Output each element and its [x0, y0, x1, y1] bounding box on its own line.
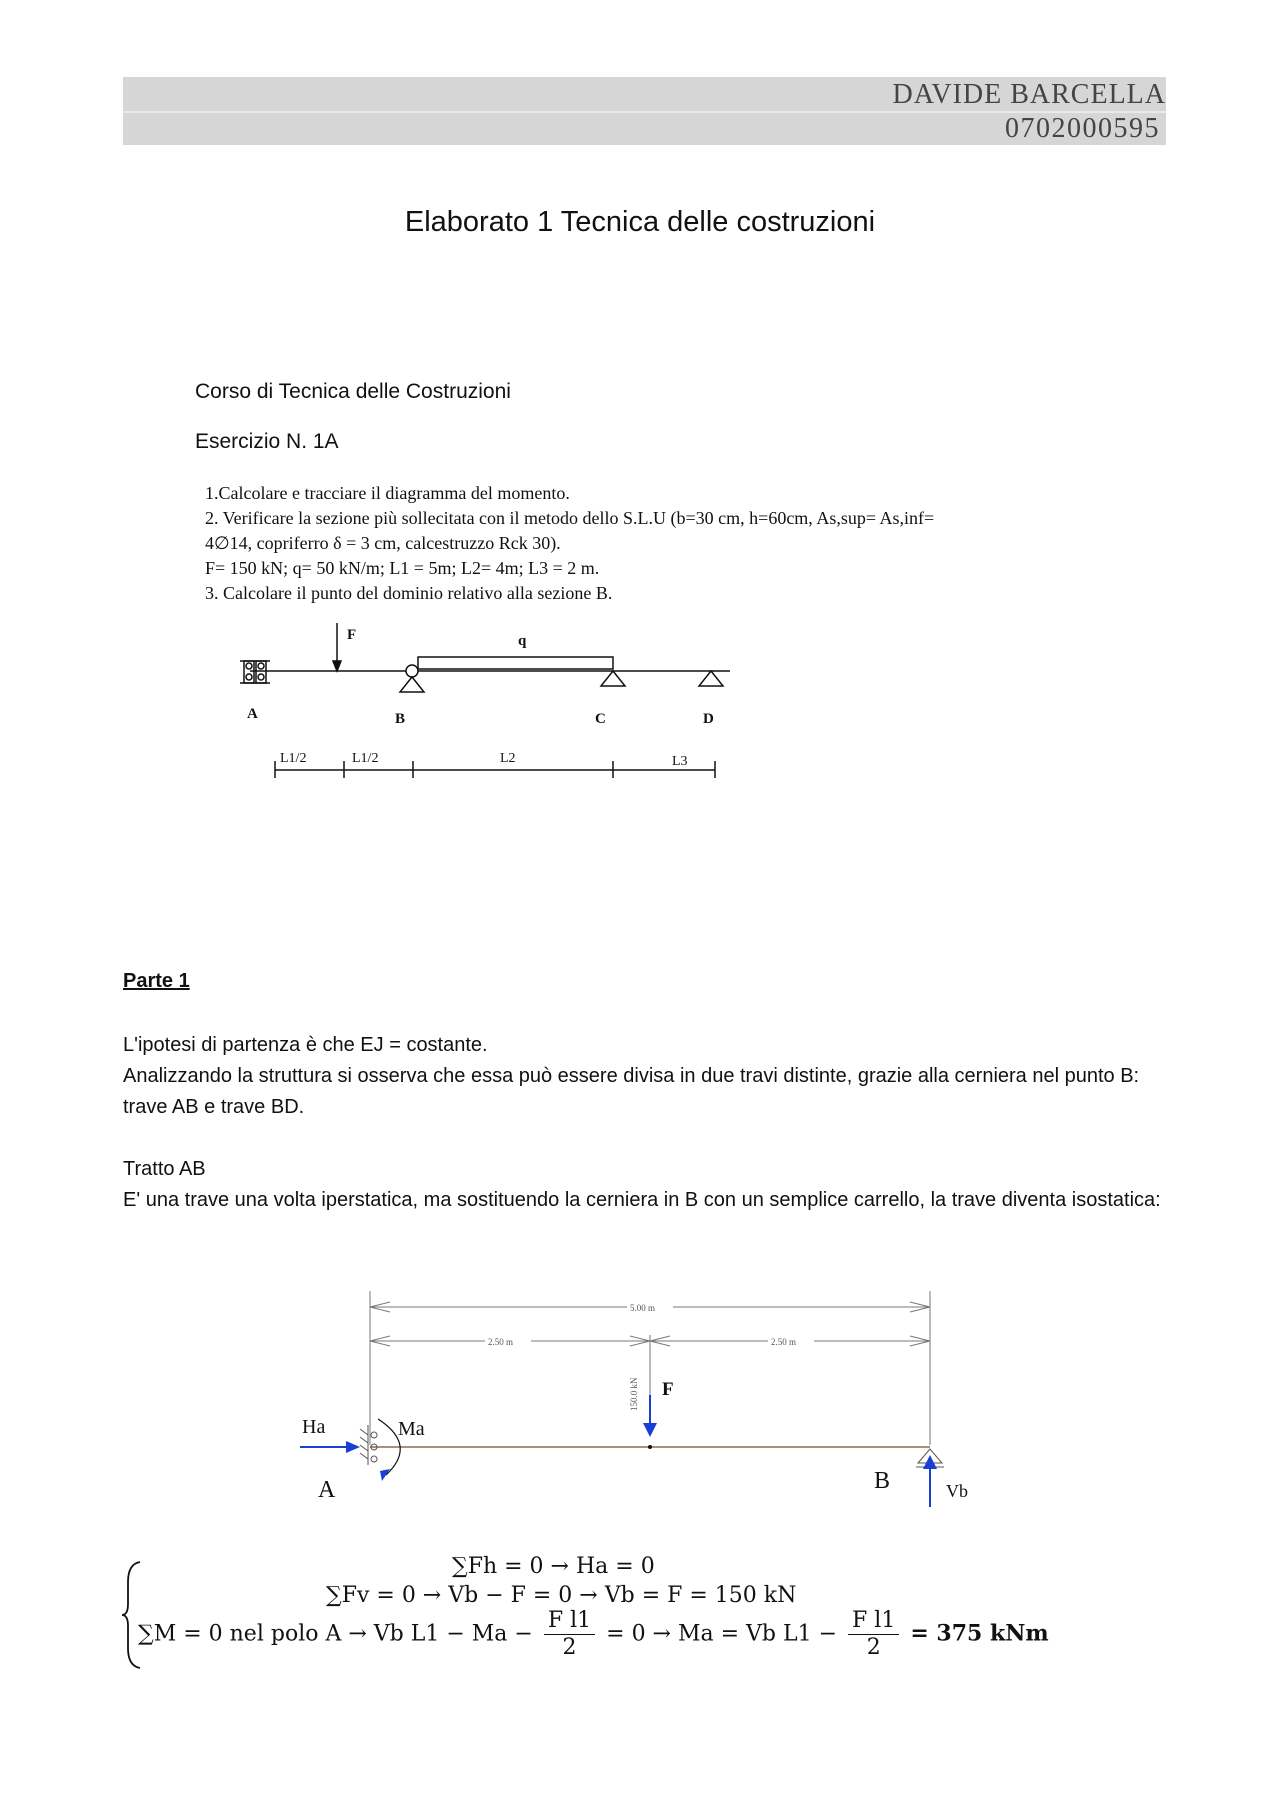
task-list: [205, 481, 934, 606]
span-label: L1/2: [280, 751, 307, 766]
task-line: 4∅14, copriferro δ = 3 cm, calcestruzzo Rck 30).: [205, 533, 561, 553]
label-ma: Ma: [398, 1418, 425, 1440]
task-line: F= 150 kN; q= 50 kN/m; L1 = 5m; L2= 4m; L3 = 2 m.: [205, 558, 600, 578]
dim-total: 5.00 m: [630, 1303, 656, 1313]
support-c: [601, 671, 625, 686]
distributed-load-q: [418, 657, 613, 669]
frac-numerator: F l1: [848, 1608, 899, 1635]
node-a: A: [247, 706, 258, 722]
paragraph: Analizzando la struttura si osserva che essa può essere divisa in due travi distinte, grazie alla cerniera nel punto B: trave AB e trave BD.: [123, 1065, 1140, 1118]
task-line: 1.Calcolare e tracciare il diagramma del momento.: [205, 483, 570, 503]
eq3-mid: = 0 → Ma = Vb L1 −: [606, 1621, 838, 1647]
label-vb: Vb: [946, 1481, 968, 1501]
paragraph: L'ipotesi di partenza è che EJ = costante.: [123, 1034, 488, 1056]
author-name: DAVIDE BARCELLA: [892, 79, 1166, 110]
page-title: Elaborato 1 Tecnica delle costruzioni: [404, 206, 876, 238]
dim-right: 2.50 m: [771, 1337, 797, 1347]
beam-scheme-2: [290, 1285, 990, 1525]
equation-vertical: ∑Fv = 0 → Vb − F = 0 → Vb = F = 150 kN: [326, 1583, 797, 1608]
student-id: 0702000595: [1005, 113, 1160, 144]
label-ha: Ha: [302, 1416, 326, 1438]
span-label: L2: [500, 751, 516, 766]
paragraph: Tratto AB: [123, 1158, 206, 1180]
node-b: B: [395, 711, 406, 727]
exercise-label: Esercizio N. 1A: [195, 430, 339, 453]
fraction: [848, 1608, 899, 1661]
fraction: [544, 1608, 595, 1661]
equation-moment: [138, 1608, 1049, 1661]
frac-denominator: 2: [866, 1635, 881, 1660]
label-f: F: [347, 627, 357, 643]
label-b: B: [874, 1468, 891, 1494]
node-d: D: [703, 711, 714, 727]
hinge-b: [406, 665, 418, 677]
support-b: [400, 677, 424, 692]
frac-denominator: 2: [562, 1635, 577, 1660]
eq3-result: = 375 kNm: [910, 1620, 1049, 1647]
span-label: L3: [672, 754, 688, 769]
node-c: C: [595, 711, 606, 727]
course-name: Corso di Tecnica delle Costruzioni: [195, 380, 511, 403]
span-label: L1/2: [352, 751, 379, 766]
label-a: A: [318, 1477, 336, 1503]
section-heading: Parte 1: [123, 970, 190, 992]
task-line: 3. Calcolare il punto del dominio relativo alla sezione B.: [205, 583, 613, 603]
equation-horizontal: ∑Fh = 0 → Ha = 0: [452, 1554, 655, 1579]
label-f: F: [662, 1379, 674, 1400]
paragraph: E' una trave una volta iperstatica, ma sostituendo la cerniera in B con un semplice carrello, la trave diventa isostatica:: [123, 1189, 1161, 1211]
eq3-lhs: ∑M = 0 nel polo A → Vb L1 − Ma −: [138, 1621, 533, 1647]
label-q: q: [518, 633, 527, 649]
header-bar: [123, 77, 1166, 145]
load-value: 150.0 kN: [629, 1377, 639, 1411]
beam-scheme-1: [230, 615, 750, 790]
fixed-support-a: [360, 1425, 377, 1465]
dim-left: 2.50 m: [488, 1337, 514, 1347]
frac-numerator: F l1: [544, 1608, 595, 1635]
task-line: 2. Verificare la sezione più sollecitata con il metodo dello S.L.U (b=30 cm, h=60cm, As,sup= As,inf=: [205, 508, 935, 528]
support-d: [699, 671, 723, 686]
